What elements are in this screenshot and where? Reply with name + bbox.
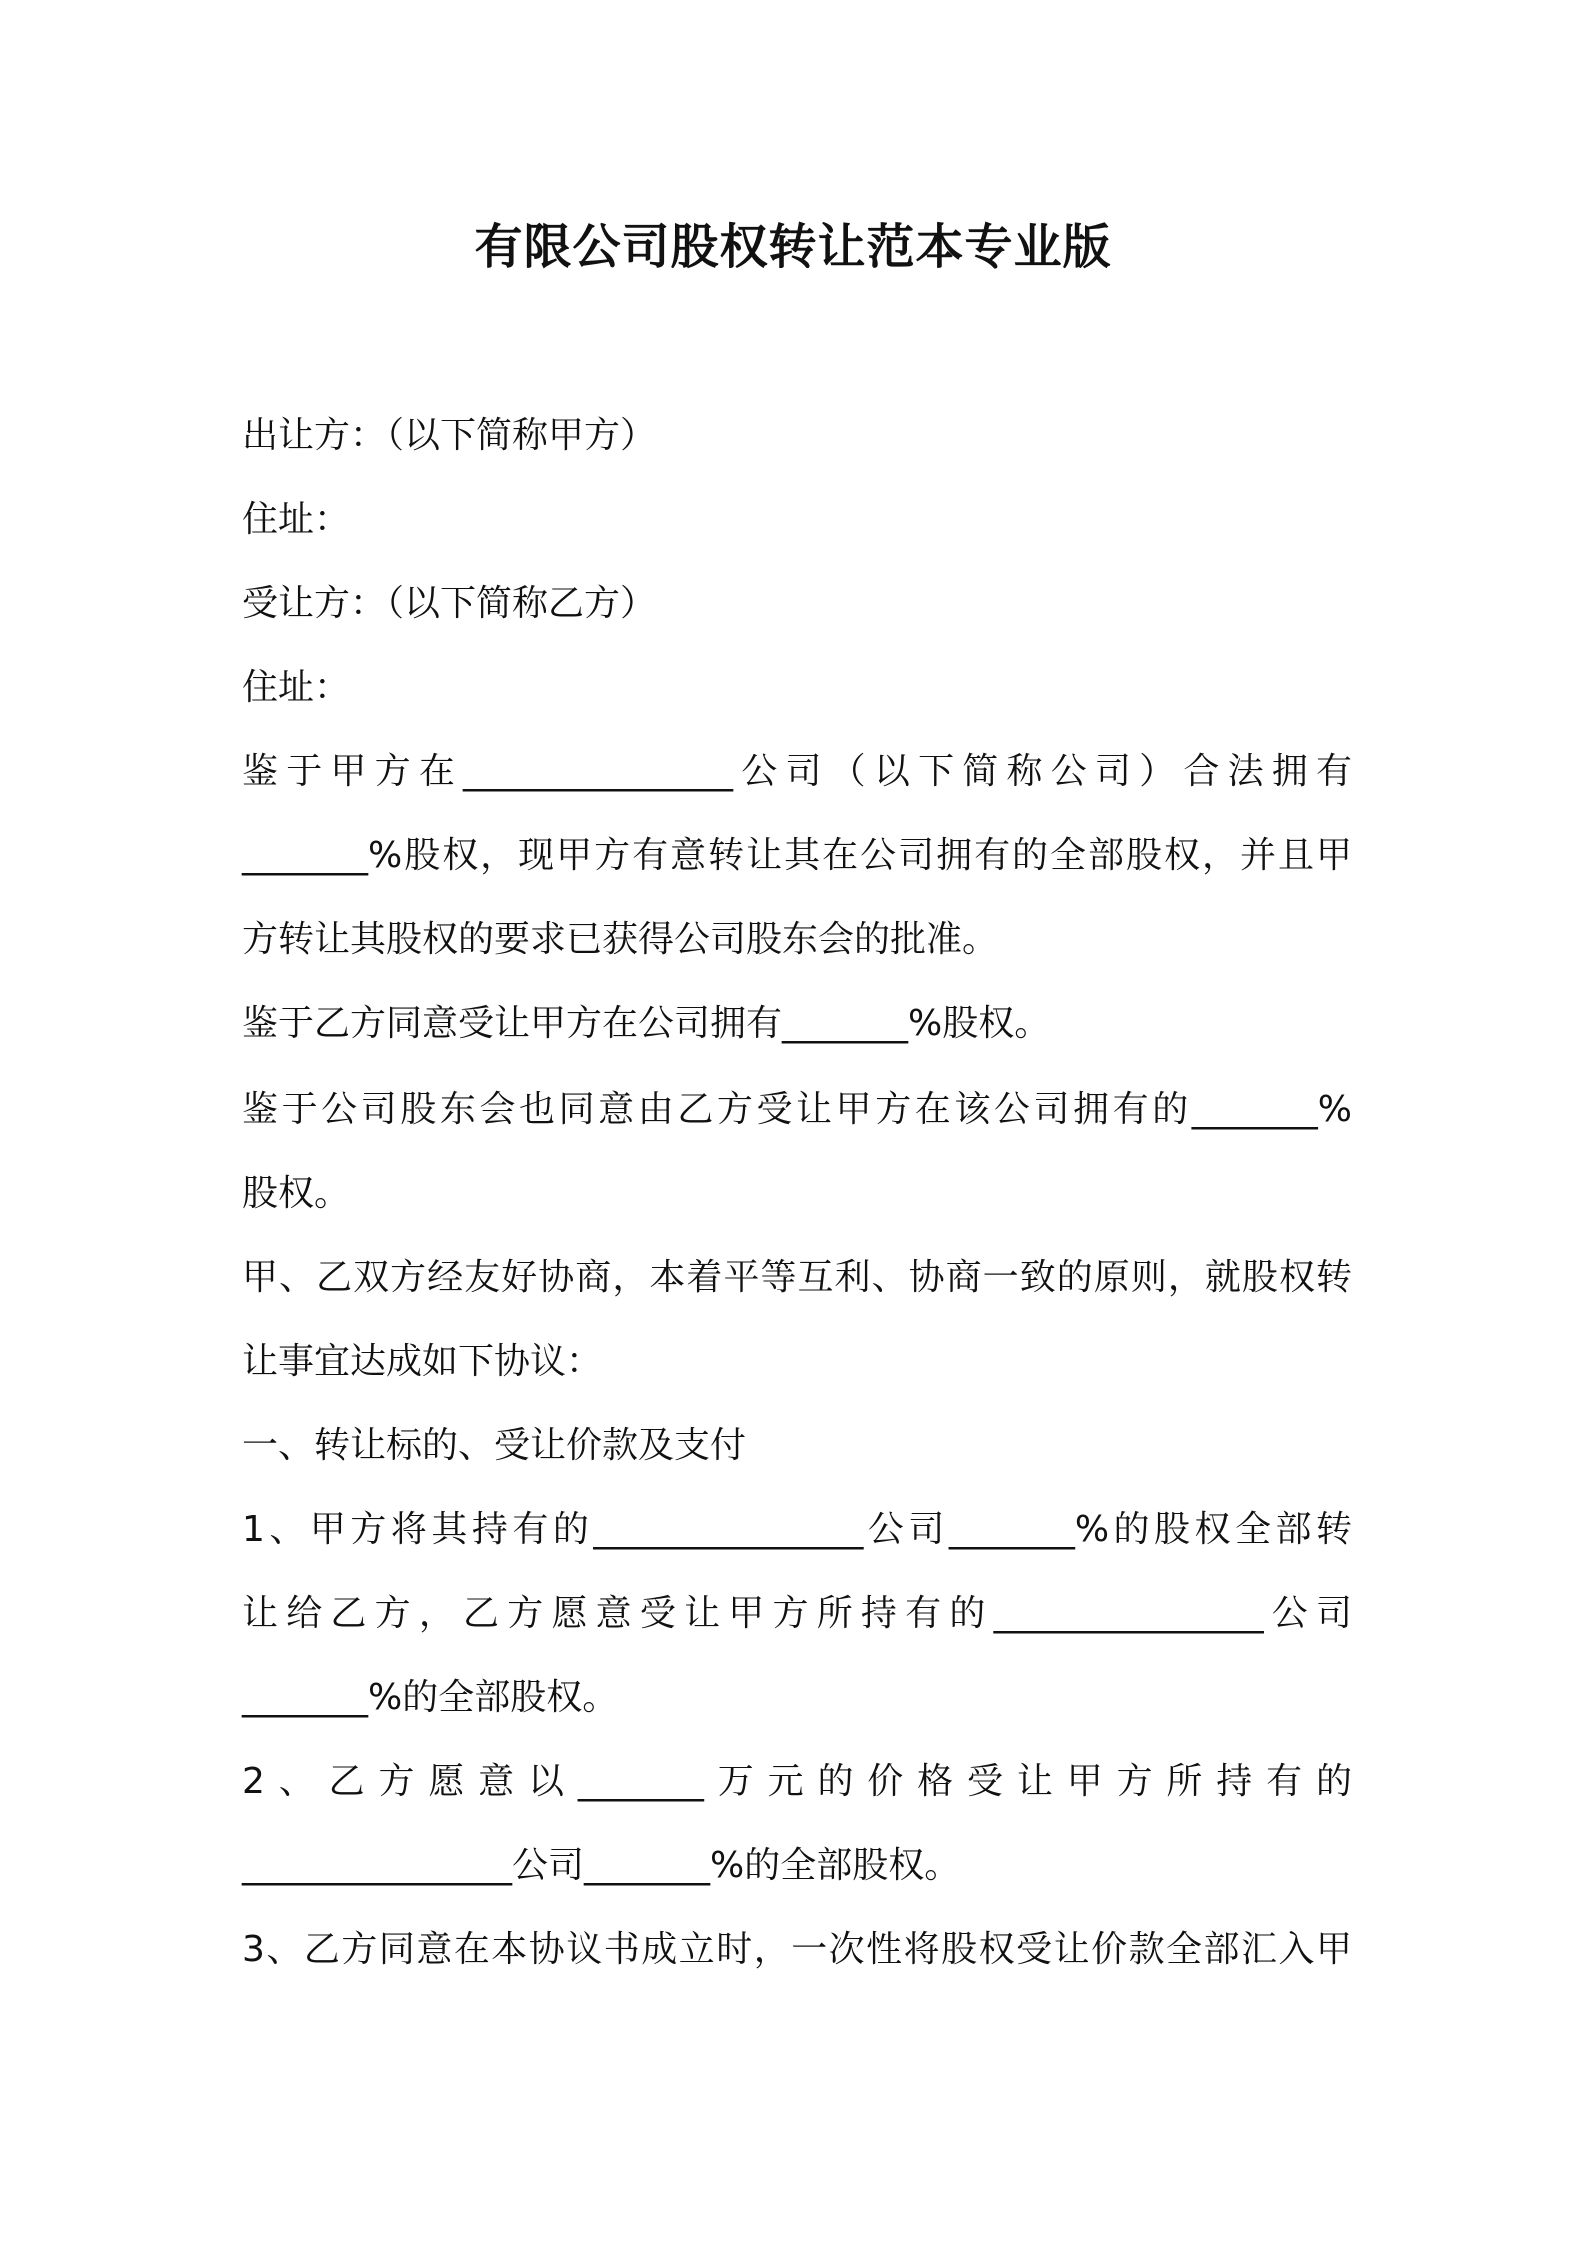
buyer-address-line: 住址： (242, 667, 351, 708)
recital-1-line-1: 鉴于甲方在_______________公司（以下简称公司）合法拥有 (242, 751, 1352, 792)
clause-1-line-1: 1、甲方将其持有的_______________公司_______%的股权全部转 (242, 1509, 1352, 1550)
recital-3-line-2: 股权。 (242, 1173, 351, 1214)
clause-1-line-3: _______%的全部股权。 (242, 1677, 619, 1718)
recital-3-line-1: 鉴于公司股东会也同意由乙方受让甲方在该公司拥有的_______% (242, 1089, 1352, 1130)
seller-line: 出让方：（以下简称甲方） (242, 415, 657, 456)
recital-1-line-2: _______%股权，现甲方有意转让其在公司拥有的全部股权，并且甲 (242, 835, 1352, 876)
clause-2-line-2: _______________公司_______%的全部股权。 (242, 1845, 961, 1886)
agreement-intro-line-1: 甲、乙双方经友好协商，本着平等互利、协商一致的原则，就股权转 (242, 1257, 1352, 1298)
clause-3-line-1: 3、乙方同意在本协议书成立时，一次性将股权受让价款全部汇入甲 (242, 1929, 1352, 1970)
clause-2-line-1: 2、乙方愿意以_______万元的价格受让甲方所持有的 (242, 1761, 1352, 1802)
seller-address-line: 住址： (242, 499, 351, 540)
agreement-intro-line-2: 让事宜达成如下协议： (242, 1341, 603, 1382)
document-title: 有限公司股权转让范本专业版 (474, 219, 1112, 275)
clause-1-line-2: 让给乙方，乙方愿意受让甲方所持有的_______________公司 (242, 1593, 1352, 1634)
recital-1-line-3: 方转让其股权的要求已获得公司股东会的批准。 (242, 919, 999, 960)
buyer-line: 受让方：（以下简称乙方） (242, 583, 657, 624)
section-heading-1: 一、转让标的、受让价款及支付 (242, 1425, 747, 1466)
recital-2-line: 鉴于乙方同意受让甲方在公司拥有_______%股权。 (242, 1003, 1051, 1044)
